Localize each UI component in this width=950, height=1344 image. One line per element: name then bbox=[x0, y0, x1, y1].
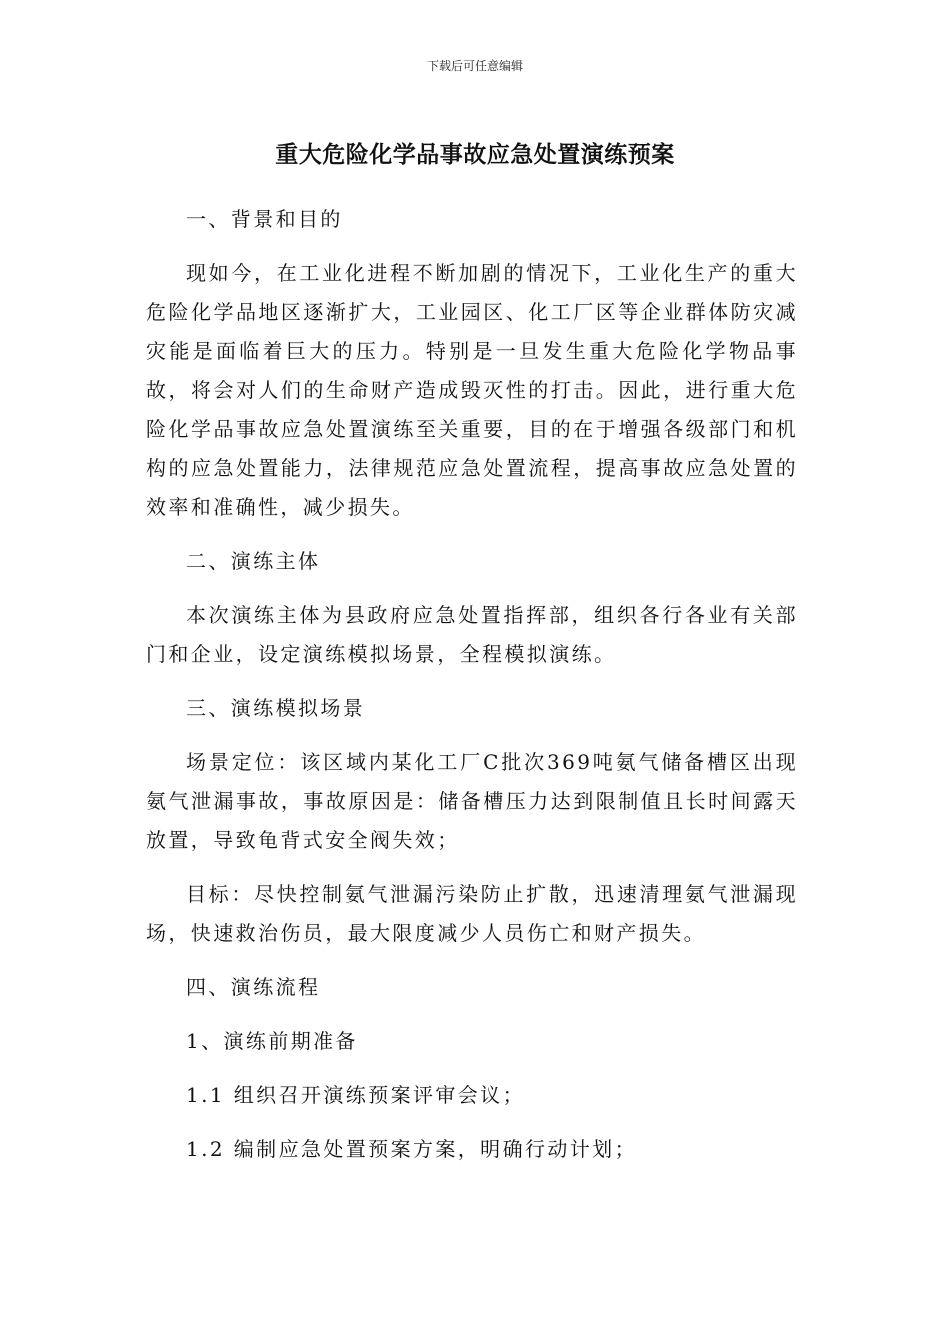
section-heading-subject: 二、演练主体 bbox=[186, 549, 321, 573]
paragraph-scenario-goal: 目标：尽快控制氨气泄漏污染防止扩散，迅速清理氨气泄漏现场，快速救治伤员，最大限度减少人员伤亡和财产损失。 bbox=[146, 882, 798, 945]
section-heading-scenario: 三、演练模拟场景 bbox=[186, 696, 366, 720]
list-item-1-2: 1.2 编制应急处置预案方案，明确行动计划； bbox=[186, 1137, 637, 1161]
header-note: 下载后可任意编辑 bbox=[426, 59, 523, 73]
document-body bbox=[146, 200, 798, 1184]
section-heading-process: 四、演练流程 bbox=[186, 975, 321, 999]
paragraph-scenario-location: 场景定位：该区域内某化工厂C批次369吨氨气储备槽区出现氨气泄漏事故，事故原因是：储备槽压力达到限制值且长时间露天放置，导致龟背式安全阀失效； bbox=[146, 750, 798, 852]
subheading-preparation: 1、演练前期准备 bbox=[186, 1029, 358, 1053]
section-heading-background: 一、背景和目的 bbox=[186, 207, 343, 231]
document-title: 重大危险化学品事故应急处置演练预案 bbox=[275, 142, 675, 168]
list-item-1-1: 1.1 组织召开演练预案评审会议； bbox=[186, 1083, 525, 1107]
paragraph-background: 现如今，在工业化进程不断加剧的情况下，工业化生产的重大危险化学品地区逐渐扩大，工业园区、化工厂区等企业群体防灾减灾能是面临着巨大的压力。特别是一旦发生重大危险化学物品事故，将会对人们的生命财产造成毁灭性的打击。因此，进行重大危险化学品事故应急处置演练至关重要，目的在于增强各级部门和机构的应急处置能力，法律规范应急处置流程，提高事故应急处置的效率和准确性，减少损失。 bbox=[146, 261, 798, 519]
paragraph-subject: 本次演练主体为县政府应急处置指挥部，组织各行各业有关部门和企业，设定演练模拟场景，全程模拟演练。 bbox=[146, 603, 798, 666]
